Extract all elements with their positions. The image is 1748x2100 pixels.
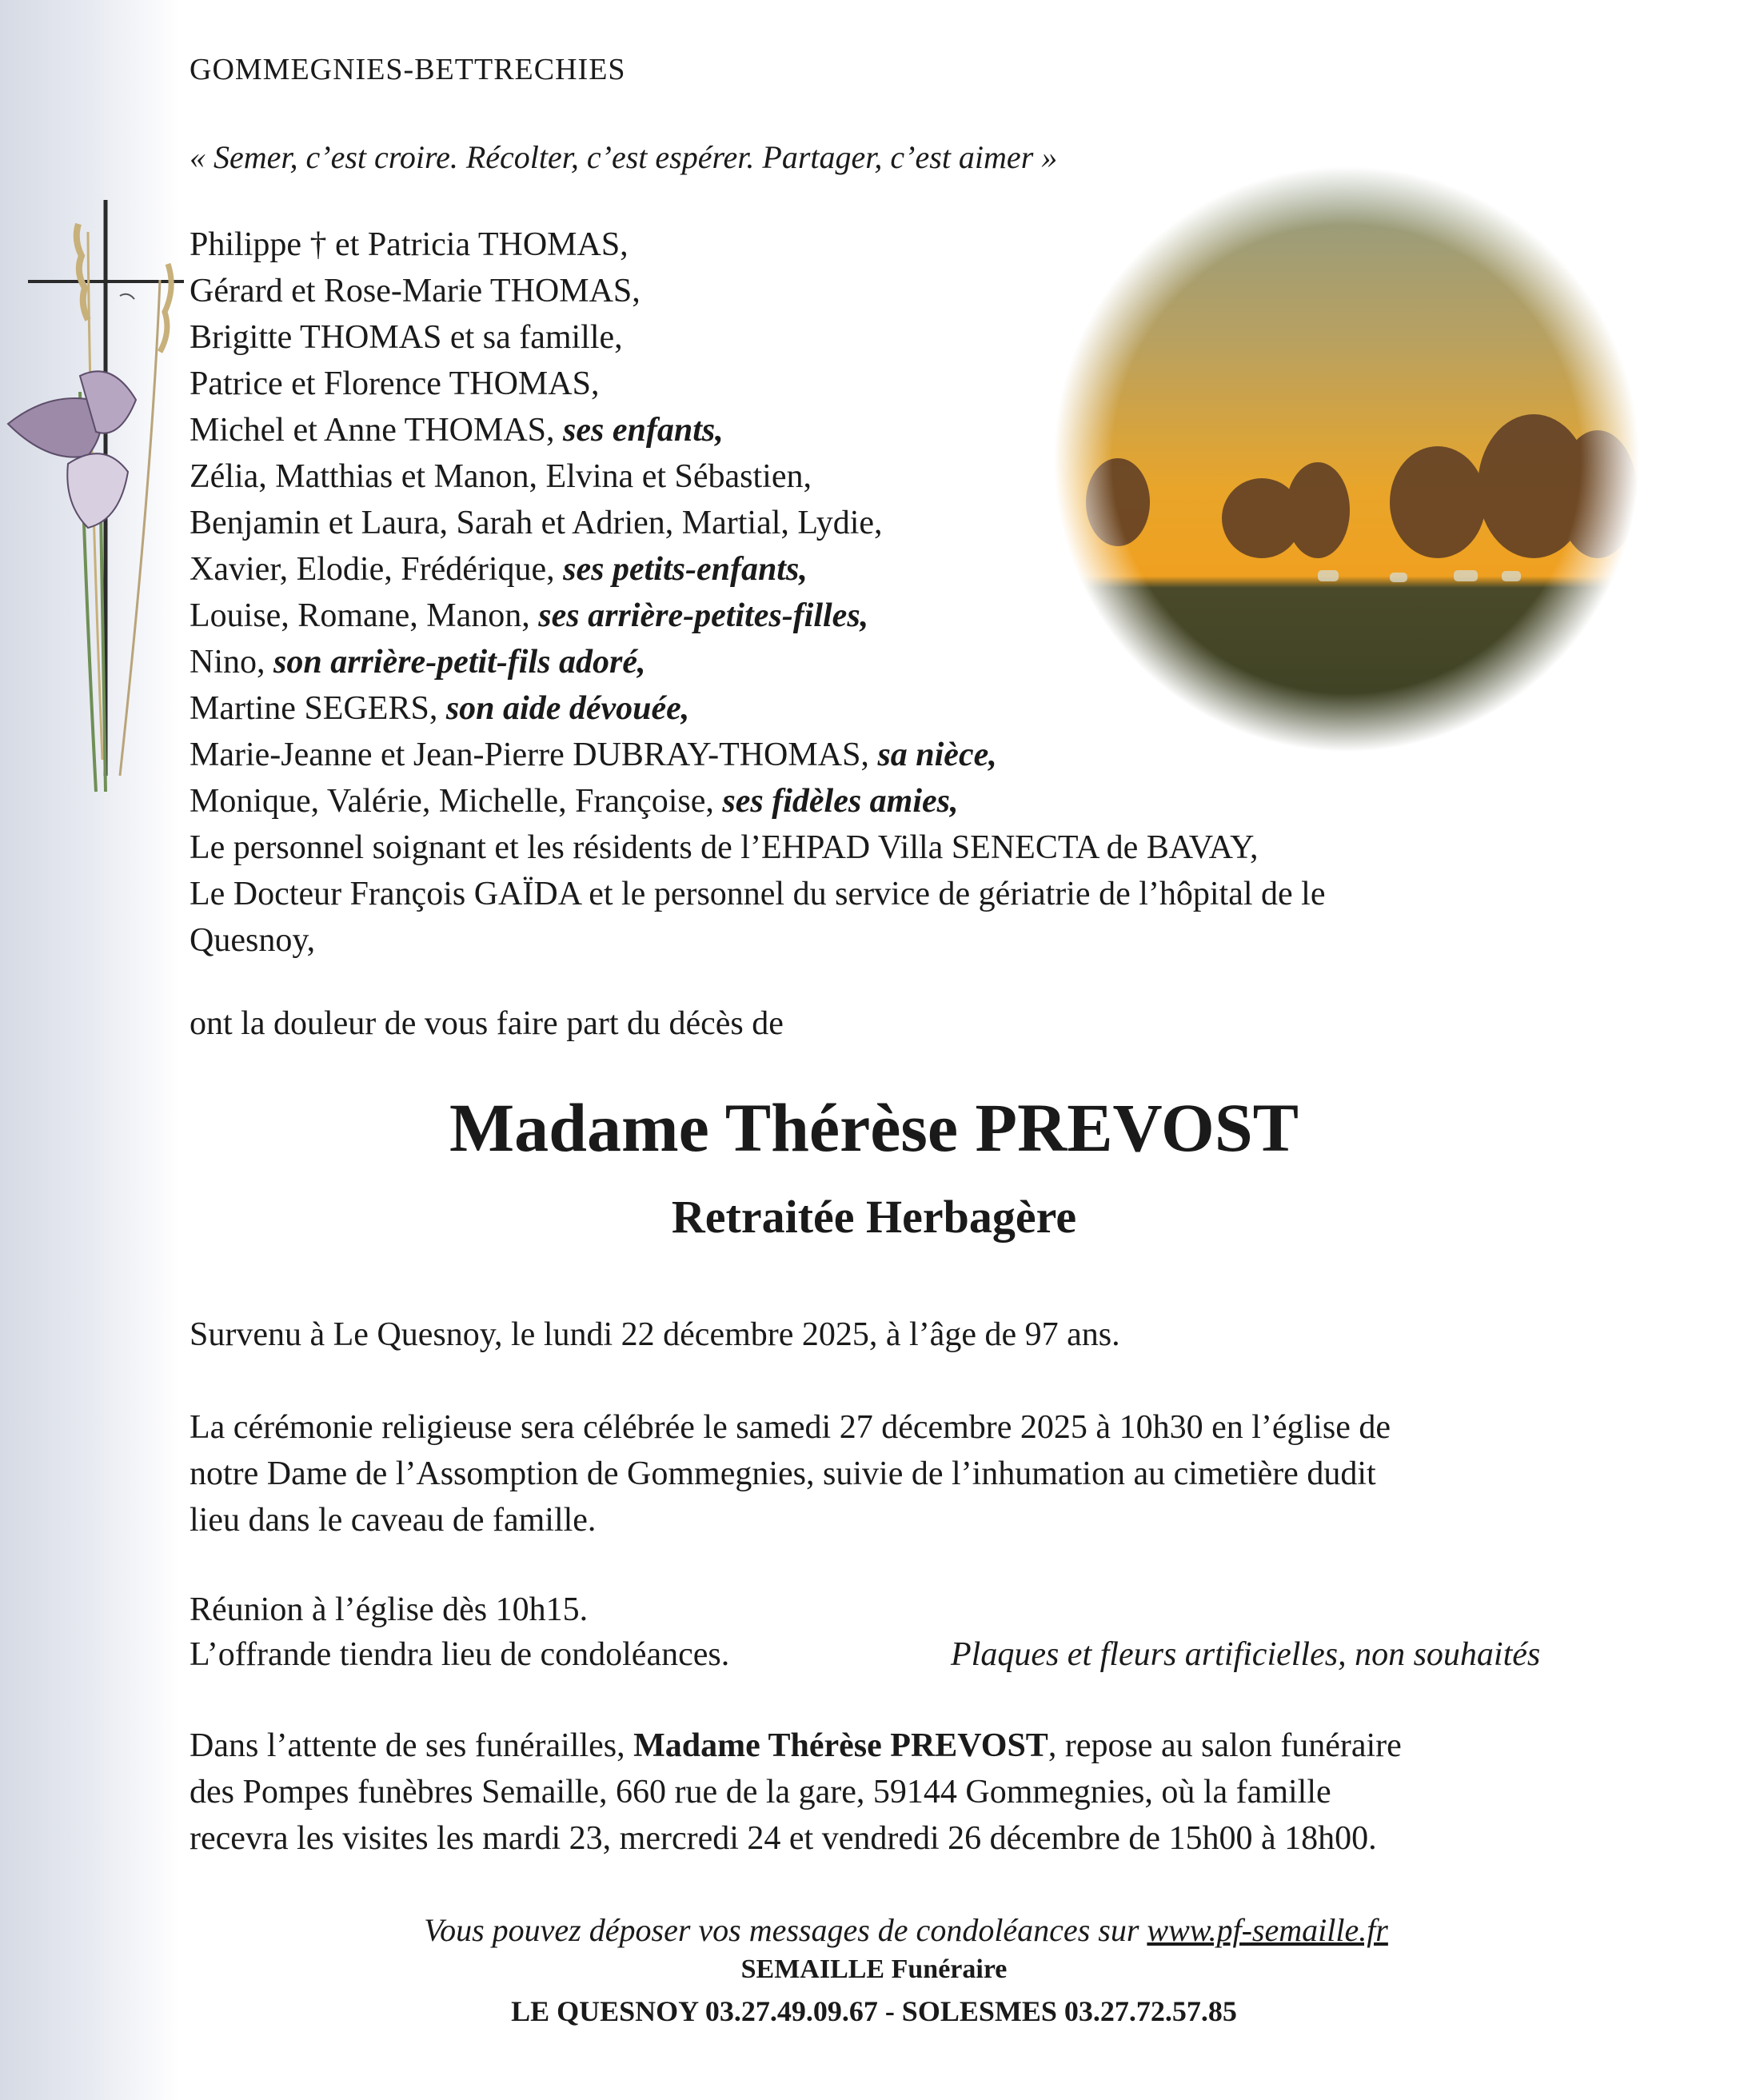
ceremony-line: La cérémonie religieuse sera célébrée le samedi 27 décembre 2025 à 10h30 en l’église de	[190, 1409, 1391, 1446]
list-item	[190, 546, 1325, 593]
list-item: Quesnoy,	[190, 922, 316, 959]
list-item: Zélia, Matthias et Manon, Elvina et Sébastien,	[190, 458, 812, 495]
rest-line: des Pompes funèbres Semaille, 660 rue de la gare, 59144 Gommegnies, où la famille	[190, 1774, 1331, 1811]
condolences-line	[32, 1911, 1748, 1949]
quote: « Semer, c’est croire. Récolter, c’est espérer. Partager, c’est aimer »	[190, 139, 1058, 175]
family-role: ses petits-enfants,	[563, 551, 808, 588]
family-role: son arrière-petit-fils adoré,	[273, 644, 646, 681]
list-item: Benjamin et Laura, Sarah et Adrien, Martial, Lydie,	[190, 505, 883, 541]
family-role: ses arrière-petites-filles,	[538, 597, 869, 634]
family-list	[190, 222, 1325, 964]
family-names: Louise, Romane, Manon,	[190, 597, 539, 634]
deceased-profession: Retraitée Herbagère	[671, 1191, 1077, 1243]
ceremony-line: lieu dans le caveau de famille.	[190, 1502, 597, 1539]
rest-info	[190, 1723, 1629, 1862]
rest-line	[190, 1723, 1629, 1769]
family-names: Monique, Valérie, Michelle, Françoise,	[190, 783, 723, 820]
list-item: Patrice et Florence THOMAS,	[190, 365, 600, 402]
list-item	[190, 732, 1325, 778]
deceased-name: Madame Thérèse PREVOST	[449, 1089, 1299, 1166]
condolences-text: Vous pouvez déposer vos messages de condoléances sur	[424, 1912, 1147, 1948]
list-item	[190, 407, 1325, 453]
list-item: Le personnel soignant et les résidents de l’EHPAD Villa SENECTA de BAVAY,	[190, 829, 1259, 866]
family-names: Xavier, Elodie, Frédérique,	[190, 551, 564, 588]
offering-row	[190, 1631, 1629, 1678]
list-item	[190, 778, 1325, 824]
website-link[interactable]: www.pf-semaille.fr	[1147, 1912, 1388, 1948]
list-item: Gérard et Rose-Marie THOMAS,	[190, 273, 641, 309]
list-item	[190, 639, 1325, 685]
list-item	[190, 593, 1325, 639]
family-role: son aide dévouée,	[445, 690, 690, 727]
family-role: sa nièce,	[877, 737, 997, 773]
flowers-wish: Plaques et fleurs artificielles, non souhaités	[951, 1636, 1541, 1673]
family-names: Michel et Anne THOMAS,	[190, 412, 564, 449]
list-item	[190, 685, 1325, 732]
death-info: Survenu à Le Quesnoy, le lundi 22 décembre 2025, à l’âge de 97 ans.	[190, 1316, 1120, 1353]
family-role: ses enfants,	[563, 412, 724, 449]
list-item: Le Docteur François GAÏDA et le personnel du service de gériatrie de l’hôpital de le	[190, 876, 1326, 912]
family-names: Martine SEGERS,	[190, 690, 446, 727]
rest-text: Dans l’attente de ses funérailles,	[190, 1727, 634, 1764]
rest-name: Madame Thérèse PREVOST	[633, 1727, 1048, 1764]
phone-numbers: LE QUESNOY 03.27.49.09.67 - SOLESMES 03.27.72.57.85	[511, 1995, 1237, 2027]
rest-text: , repose au salon funéraire	[1048, 1727, 1402, 1764]
town-heading: GOMMEGNIES-BETTRECHIES	[190, 53, 626, 86]
cross-wheat-calla-lily-icon	[0, 200, 192, 808]
family-role: ses fidèles amies,	[722, 783, 959, 820]
company-name: SEMAILLE Funéraire	[740, 1954, 1008, 1984]
meeting-info: Réunion à l’église dès 10h15.	[190, 1591, 589, 1628]
family-names: Marie-Jeanne et Jean-Pierre DUBRAY-THOMAS,	[190, 737, 878, 773]
family-names: Nino,	[190, 644, 273, 681]
offering-info: L’offrande tiendra lieu de condoléances.	[190, 1636, 730, 1673]
rest-line: recevra les visites les mardi 23, mercredi 24 et vendredi 26 décembre de 15h00 à 18h00.	[190, 1820, 1377, 1857]
list-item: Philippe † et Patricia THOMAS,	[190, 226, 629, 263]
ceremony-info	[190, 1404, 1629, 1543]
announcement: ont la douleur de vous faire part du décès de	[190, 1005, 784, 1042]
list-item: Brigitte THOMAS et sa famille,	[190, 319, 623, 356]
ceremony-line: notre Dame de l’Assomption de Gommegnies, suivie de l’inhumation au cimetière dudit	[190, 1455, 1376, 1492]
